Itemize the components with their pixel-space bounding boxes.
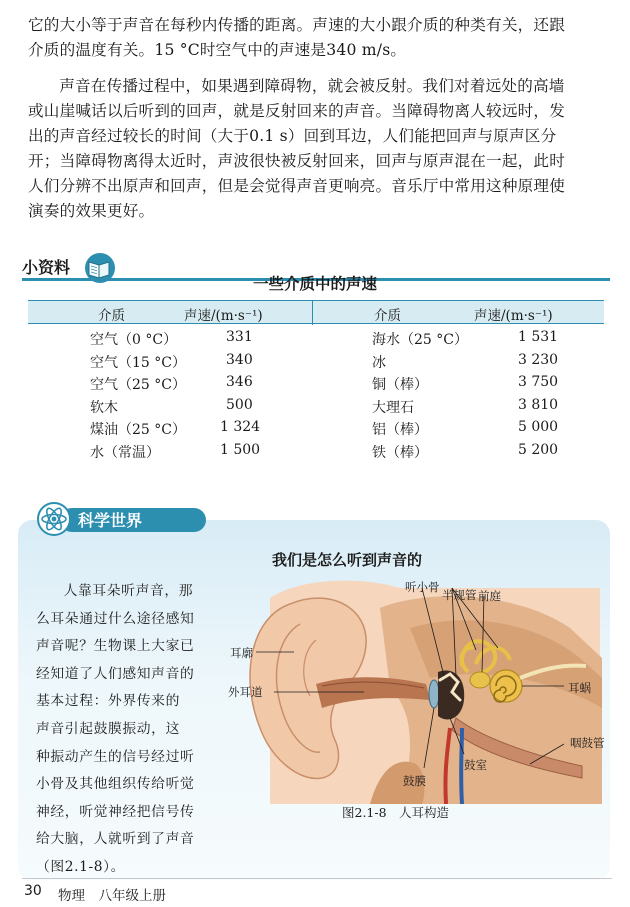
text-line: 经知道了人们感知声音的 — [36, 665, 195, 682]
text-line: 介质的温度有关。15 °C时空气中的声速是340 m/s。 — [28, 41, 407, 59]
cell-medium: 煤油（25 °C） — [90, 422, 186, 438]
cell-speed: 3 230 — [518, 351, 559, 368]
vestibule — [470, 672, 490, 688]
text-line: 种振动产生的信号经过听 — [36, 748, 195, 765]
cell-medium: 空气（15 °C） — [90, 354, 186, 371]
text-line: 人们分辨不出原声和回声，但是会觉得声音更响亮。音乐厅中常用这种原理使 — [28, 177, 565, 195]
eardrum — [429, 680, 439, 708]
text-line: 么耳朵通过什么途径感知 — [36, 610, 195, 627]
text-line: 小骨及其他组织传给听觉 — [36, 776, 195, 793]
cochlea — [490, 670, 522, 702]
text-line: 声音在传播过程中，如果遇到障碍物，就会被反射。我们对着远处的高墙 — [59, 77, 565, 95]
label-semicircular-canals: 半规管 — [442, 588, 477, 602]
cell-medium: 软木 — [90, 399, 118, 416]
text-line: 或山崖喊话以后听到的回声，就是反射回来的声音。当障碍物离人较远时，发 — [28, 102, 565, 120]
label-pinna: 耳廓 — [230, 646, 253, 660]
cell-speed: 346 — [226, 374, 253, 390]
header-medium-left: 介质 — [98, 308, 125, 324]
science-world-text — [36, 578, 212, 882]
page-footer — [22, 878, 612, 904]
text-line: 声音引起鼓膜振动，这 — [36, 720, 180, 737]
label-tympanic-cavity: 鼓室 — [464, 758, 487, 772]
ear-anatomy-illustration — [230, 568, 612, 804]
label-ossicles: 听小骨 — [405, 580, 440, 594]
cell-speed: 340 — [226, 351, 253, 368]
header-speed-right: 声速/(m·s⁻¹) — [474, 308, 553, 324]
table-row — [28, 349, 604, 372]
science-world-label: 科学世界 — [78, 511, 143, 530]
cell-medium: 铁（棒） — [372, 444, 428, 461]
cell-speed: 3 750 — [518, 374, 559, 390]
cell-medium: 铜（棒） — [372, 377, 428, 393]
text-line: （图2.1-8）。 — [36, 858, 126, 875]
text-line: 它的大小等于声音在每秒内传播的距离。声速的大小跟介质的种类有关，还跟 — [28, 16, 565, 34]
text-line: 人靠耳朵听声音，那 — [63, 583, 194, 599]
cell-medium: 铝（棒） — [372, 422, 428, 438]
column-divider — [312, 301, 313, 325]
cell-speed: 1 324 — [220, 419, 261, 435]
text-line: 基本过程：外界传来的 — [36, 693, 180, 710]
label-eardrum: 鼓膜 — [403, 774, 426, 788]
text-line: 声音呢？生物课上大家已 — [36, 638, 195, 655]
text-line: 给大脑，人就听到了声音 — [36, 831, 195, 848]
paragraph-two — [28, 74, 604, 224]
table-body — [28, 324, 604, 461]
data-box-tag: 小资料 — [22, 258, 71, 277]
cell-speed: 3 810 — [518, 396, 559, 413]
book-title: 物理 八年级上册 — [58, 888, 166, 904]
cell-medium: 水（常温） — [90, 444, 160, 461]
figure-caption: 图2.1-8 人耳构造 — [342, 805, 450, 820]
cell-medium: 冰 — [372, 354, 386, 371]
footer-rule — [22, 878, 612, 879]
header-medium-right: 介质 — [374, 308, 401, 324]
text-line: 神经，听觉神经把信号传 — [36, 803, 195, 820]
cell-speed: 5 000 — [518, 419, 559, 435]
label-vestibule: 前庭 — [478, 589, 501, 603]
table-row — [28, 394, 604, 417]
table-row — [28, 416, 604, 439]
text-line: 出的声音经过较长的时间（大于0.1 s）回到耳边，人们能把回声与原声区分 — [28, 127, 557, 145]
label-eustachian-tube: 咽鼓管 — [570, 736, 605, 750]
cell-medium: 空气（0 °C） — [90, 332, 178, 348]
cell-speed: 5 200 — [518, 441, 559, 458]
speed-table — [28, 300, 604, 461]
cell-speed: 331 — [226, 329, 253, 345]
science-world-title: 我们是怎么听到声音的 — [272, 551, 423, 569]
cell-speed: 1 531 — [518, 329, 559, 345]
cell-medium: 空气（25 °C） — [90, 377, 186, 393]
cell-speed: 1 500 — [220, 441, 261, 458]
table-row — [28, 326, 604, 349]
label-cochlea: 耳蜗 — [568, 681, 591, 695]
table-header-row — [28, 300, 604, 324]
paragraph-one — [28, 13, 604, 63]
cell-medium: 大理石 — [372, 399, 414, 416]
table-title: 一些介质中的声速 — [252, 275, 377, 293]
page-number: 30 — [24, 883, 42, 899]
header-speed-left: 声速/(m·s⁻¹) — [184, 308, 263, 324]
cell-medium: 海水（25 °C） — [372, 332, 468, 348]
cell-speed: 500 — [226, 396, 253, 413]
text-line: 开；当障碍物离得太近时，声波很快被反射回来，回声与原声混在一起，此时 — [28, 152, 565, 170]
table-row — [28, 371, 604, 394]
label-ear-canal: 外耳道 — [228, 685, 263, 699]
text-line: 演奏的效果更好。 — [28, 202, 155, 220]
table-row — [28, 439, 604, 462]
science-world-tag — [36, 502, 210, 536]
